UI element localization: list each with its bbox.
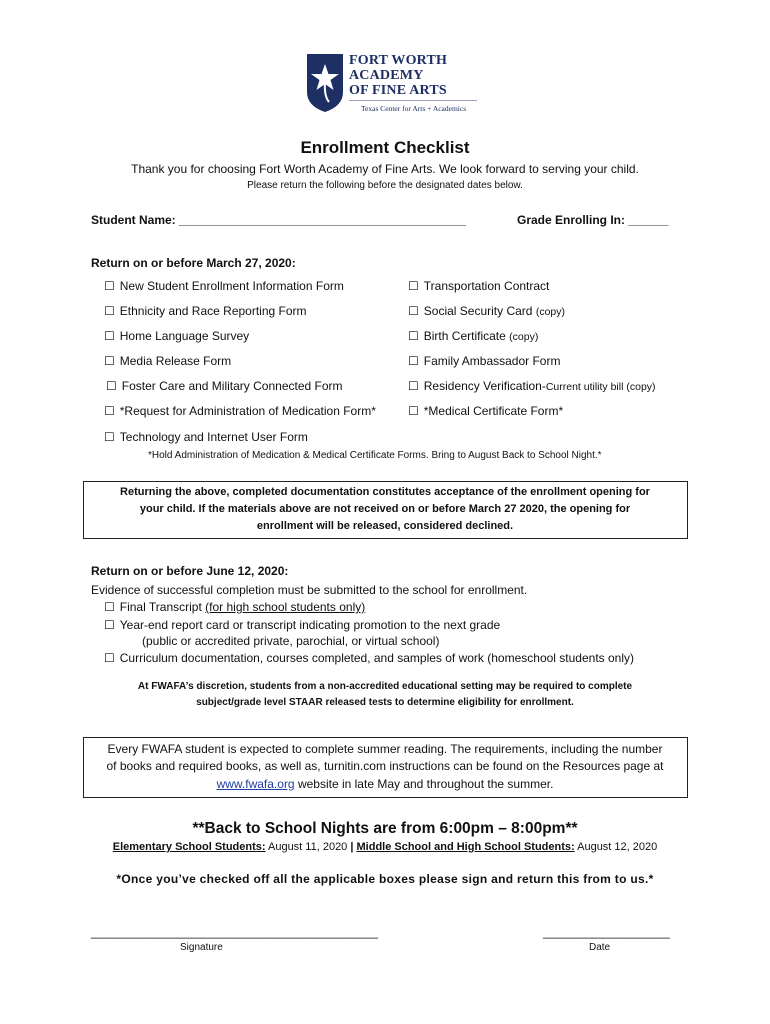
checklist-item[interactable]: ☐ Transportation Contract	[408, 279, 550, 293]
checkbox[interactable]: ☐	[408, 354, 419, 368]
checklist-item-subtext: (public or accredited private, parochial, or virtual school)	[142, 634, 440, 648]
notice-line: enrollment will be released, considered declined.	[256, 520, 514, 532]
checkbox[interactable]: ☐	[104, 651, 115, 665]
back-to-school-title: **Back to School Nights are from 6:00pm – 8:00pm**	[192, 820, 578, 837]
logo-tagline: Texas Center for Arts + Academics	[361, 104, 467, 113]
student-name-field[interactable]: Student Name: ___________________________________________	[91, 213, 466, 227]
discretion-note: At FWAFA’s discretion, students from a non-accredited educational setting may be required to complete	[137, 681, 633, 692]
checkbox[interactable]: ☐	[104, 600, 115, 614]
section1-heading: Return on or before March 27, 2020:	[91, 256, 296, 270]
sign-instruction: *Once you’ve checked off all the applicable boxes please sign and return this from to us.*	[116, 872, 654, 886]
checkbox[interactable]: ☐	[104, 354, 115, 368]
checklist-item[interactable]: ☐ Family Ambassador Form	[408, 354, 561, 368]
checkbox[interactable]: ☐	[104, 329, 115, 343]
checkbox[interactable]: ☐	[408, 279, 419, 293]
checklist-item[interactable]: ☐ Curriculum documentation, courses completed, and samples of work (homeschool students only)	[104, 651, 635, 665]
checklist-item[interactable]: ☐ Home Language Survey	[104, 329, 250, 343]
checklist-item[interactable]: ☐ Final Transcript (for high school students only)	[104, 600, 366, 614]
notice-line: your child. If the materials above are not received on or before March 27 2020, the opening for	[139, 503, 631, 515]
checkbox[interactable]: ☐	[104, 404, 115, 418]
logo-text-line2: ACADEMY	[349, 68, 424, 83]
signature-line[interactable]: ___________________________________________	[91, 925, 378, 939]
logo-divider	[349, 100, 477, 101]
date-line[interactable]: ___________________	[543, 925, 670, 939]
notice-line: Returning the above, completed documentation constitutes acceptance of the enrollment opening for	[120, 486, 650, 498]
reading-line: Every FWAFA student is expected to complete summer reading. The requirements, including the number	[107, 742, 663, 756]
checklist-item[interactable]: ☐ *Medical Certificate Form*	[408, 404, 564, 418]
discretion-note: subject/grade level STAAR released tests to determine eligibility for enrollment.	[196, 697, 574, 708]
checklist-item[interactable]: ☐ Media Release Form	[104, 354, 232, 368]
fwafa-website-link[interactable]: www.fwafa.org	[216, 777, 295, 791]
logo-text-line3: OF FINE ARTS	[349, 83, 447, 98]
star-shield-icon	[305, 52, 345, 114]
checklist-item[interactable]: ☐ Year-end report card or transcript indicating promotion to the next grade	[104, 618, 501, 632]
page-title: Enrollment Checklist	[300, 138, 470, 157]
back-to-school-dates: Elementary School Students: August 11, 2020 | Middle School and High School Students: August 12, 2020	[112, 841, 658, 853]
checklist-item[interactable]: ☐ Foster Care and Military Connected Form	[106, 379, 343, 393]
checkbox[interactable]: ☐	[104, 279, 115, 293]
checklist-item[interactable]: ☐ Birth Certificate (copy)	[408, 329, 539, 343]
checkbox[interactable]: ☐	[104, 618, 115, 632]
checkbox[interactable]: ☐	[104, 304, 115, 318]
checkbox[interactable]: ☐	[408, 304, 419, 318]
checklist-item[interactable]: ☐ Social Security Card (copy)	[408, 304, 566, 318]
signature-label: Signature	[180, 942, 223, 953]
reading-line: www.fwafa.org website in late May and throughout the summer.	[216, 777, 554, 791]
logo-text-line1: FORT WORTH	[349, 53, 448, 68]
hold-forms-footnote: *Hold Administration of Medication & Medical Certificate Forms. Bring to August Back to School Night.*	[148, 450, 602, 461]
checklist-item[interactable]: ☐ Technology and Internet User Form	[104, 430, 308, 444]
reading-line: of books and required books, as well as, turnitin.com instructions can be found on the Resources page at	[106, 759, 664, 773]
checklist-item[interactable]: ☐ Ethnicity and Race Reporting Form	[104, 304, 307, 318]
checkbox[interactable]: ☐	[408, 329, 419, 343]
checklist-item[interactable]: ☐ New Student Enrollment Information Form	[104, 279, 344, 293]
section2-heading: Return on or before June 12, 2020:	[91, 564, 289, 578]
checkbox[interactable]: ☐	[106, 379, 117, 393]
school-logo	[305, 52, 480, 118]
checklist-item[interactable]: ☐ *Request for Administration of Medication Form*	[104, 404, 376, 418]
grade-enrolling-field[interactable]: Grade Enrolling In: ______	[517, 213, 669, 227]
checkbox[interactable]: ☐	[408, 404, 419, 418]
checkbox[interactable]: ☐	[104, 430, 115, 444]
section2-intro: Evidence of successful completion must be submitted to the school for enrollment.	[91, 583, 528, 597]
date-label: Date	[589, 942, 611, 953]
intro-subtext: Please return the following before the designated dates below.	[247, 180, 523, 191]
checkbox[interactable]: ☐	[408, 379, 419, 393]
checklist-item[interactable]: ☐ Residency Verification-Current utility bill (copy)	[408, 379, 656, 393]
intro-text: Thank you for choosing Fort Worth Academy of Fine Arts. We look forward to serving your child.	[131, 162, 639, 176]
